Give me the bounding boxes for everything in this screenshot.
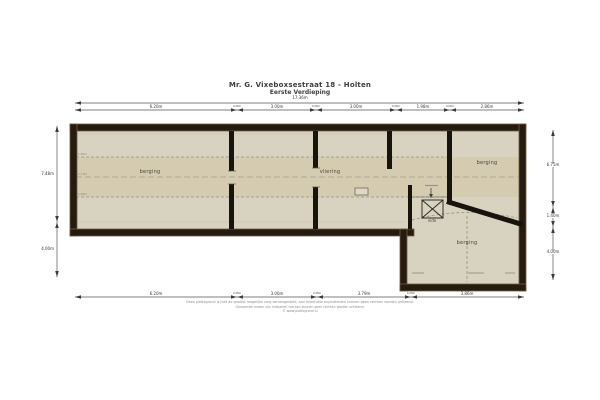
room-label-berging-left: berging xyxy=(139,169,161,175)
dimension-lines xyxy=(57,103,553,297)
roof-height-label: 1.50m xyxy=(78,152,87,156)
stair-void-icon xyxy=(412,186,447,219)
dim-bottom-segment: 3.00m xyxy=(270,290,284,296)
dim-top-segment: 3.00m xyxy=(270,103,284,109)
dim-top-wall: 0.08m xyxy=(232,104,242,108)
dim-bottom-segment: 3.79m xyxy=(357,290,371,296)
footer-disclaimer-line2: Genoemde maten zijn indicatief, hieraan kunnen geen rechten worden ontleend. xyxy=(235,304,365,309)
dim-bottom-wall: 0.08m xyxy=(406,291,416,295)
dim-bottom-segment: 6.20m xyxy=(149,290,163,296)
perimeter-walls xyxy=(70,124,526,291)
dim-top-segment: 1.98m xyxy=(416,103,430,109)
room-label-berging-extension: berging xyxy=(456,240,478,246)
dim-top-segment: 6.20m xyxy=(149,103,163,109)
floor-subtitle: Eerste Verdieping xyxy=(269,89,331,96)
footer-copyright: © www.plattegrond.nl xyxy=(282,309,318,313)
dim-top-total: 17.36m xyxy=(292,95,308,100)
dim-left-segment: 4.00m xyxy=(41,246,54,251)
dim-left-segment: 7.48m xyxy=(41,170,54,176)
roof-hatch-icon xyxy=(355,188,368,195)
roof-height-label: 1.50m xyxy=(78,192,87,196)
footer-disclaimer-line1: Deze plattegrond is met de grootst mogelijke zorg samengesteld, aan eventuele onjuistheden kunnen geen rechten worden ontleend. xyxy=(186,300,414,304)
dim-right-segment: 1.40m xyxy=(540,214,566,218)
interior-walls xyxy=(229,131,523,229)
room-label-vide: vide xyxy=(427,218,437,223)
dim-bottom-segment: 3.86m xyxy=(460,290,474,296)
room-label-vliering: vliering xyxy=(319,169,341,175)
page-title: Mr. G. Vixeboxsestraat 18 - Holten xyxy=(228,81,372,89)
dim-right-segment: 6.75m xyxy=(540,163,566,167)
dim-bottom-wall: 0.08m xyxy=(312,291,322,295)
dim-bottom-wall: 0.08m xyxy=(232,291,242,295)
dim-right-segment: 4.00m xyxy=(540,250,566,254)
dim-top-segment: 2.86m xyxy=(480,103,494,109)
dim-top-wall: 0.08m xyxy=(391,104,401,108)
room-label-berging-right: berging xyxy=(476,160,498,166)
dim-top-wall: 0.08m xyxy=(445,104,455,108)
dim-top-segment: 3.00m xyxy=(349,103,363,109)
roof-height-label: 2.77m xyxy=(78,172,87,176)
dim-top-wall: 0.08m xyxy=(311,104,321,108)
